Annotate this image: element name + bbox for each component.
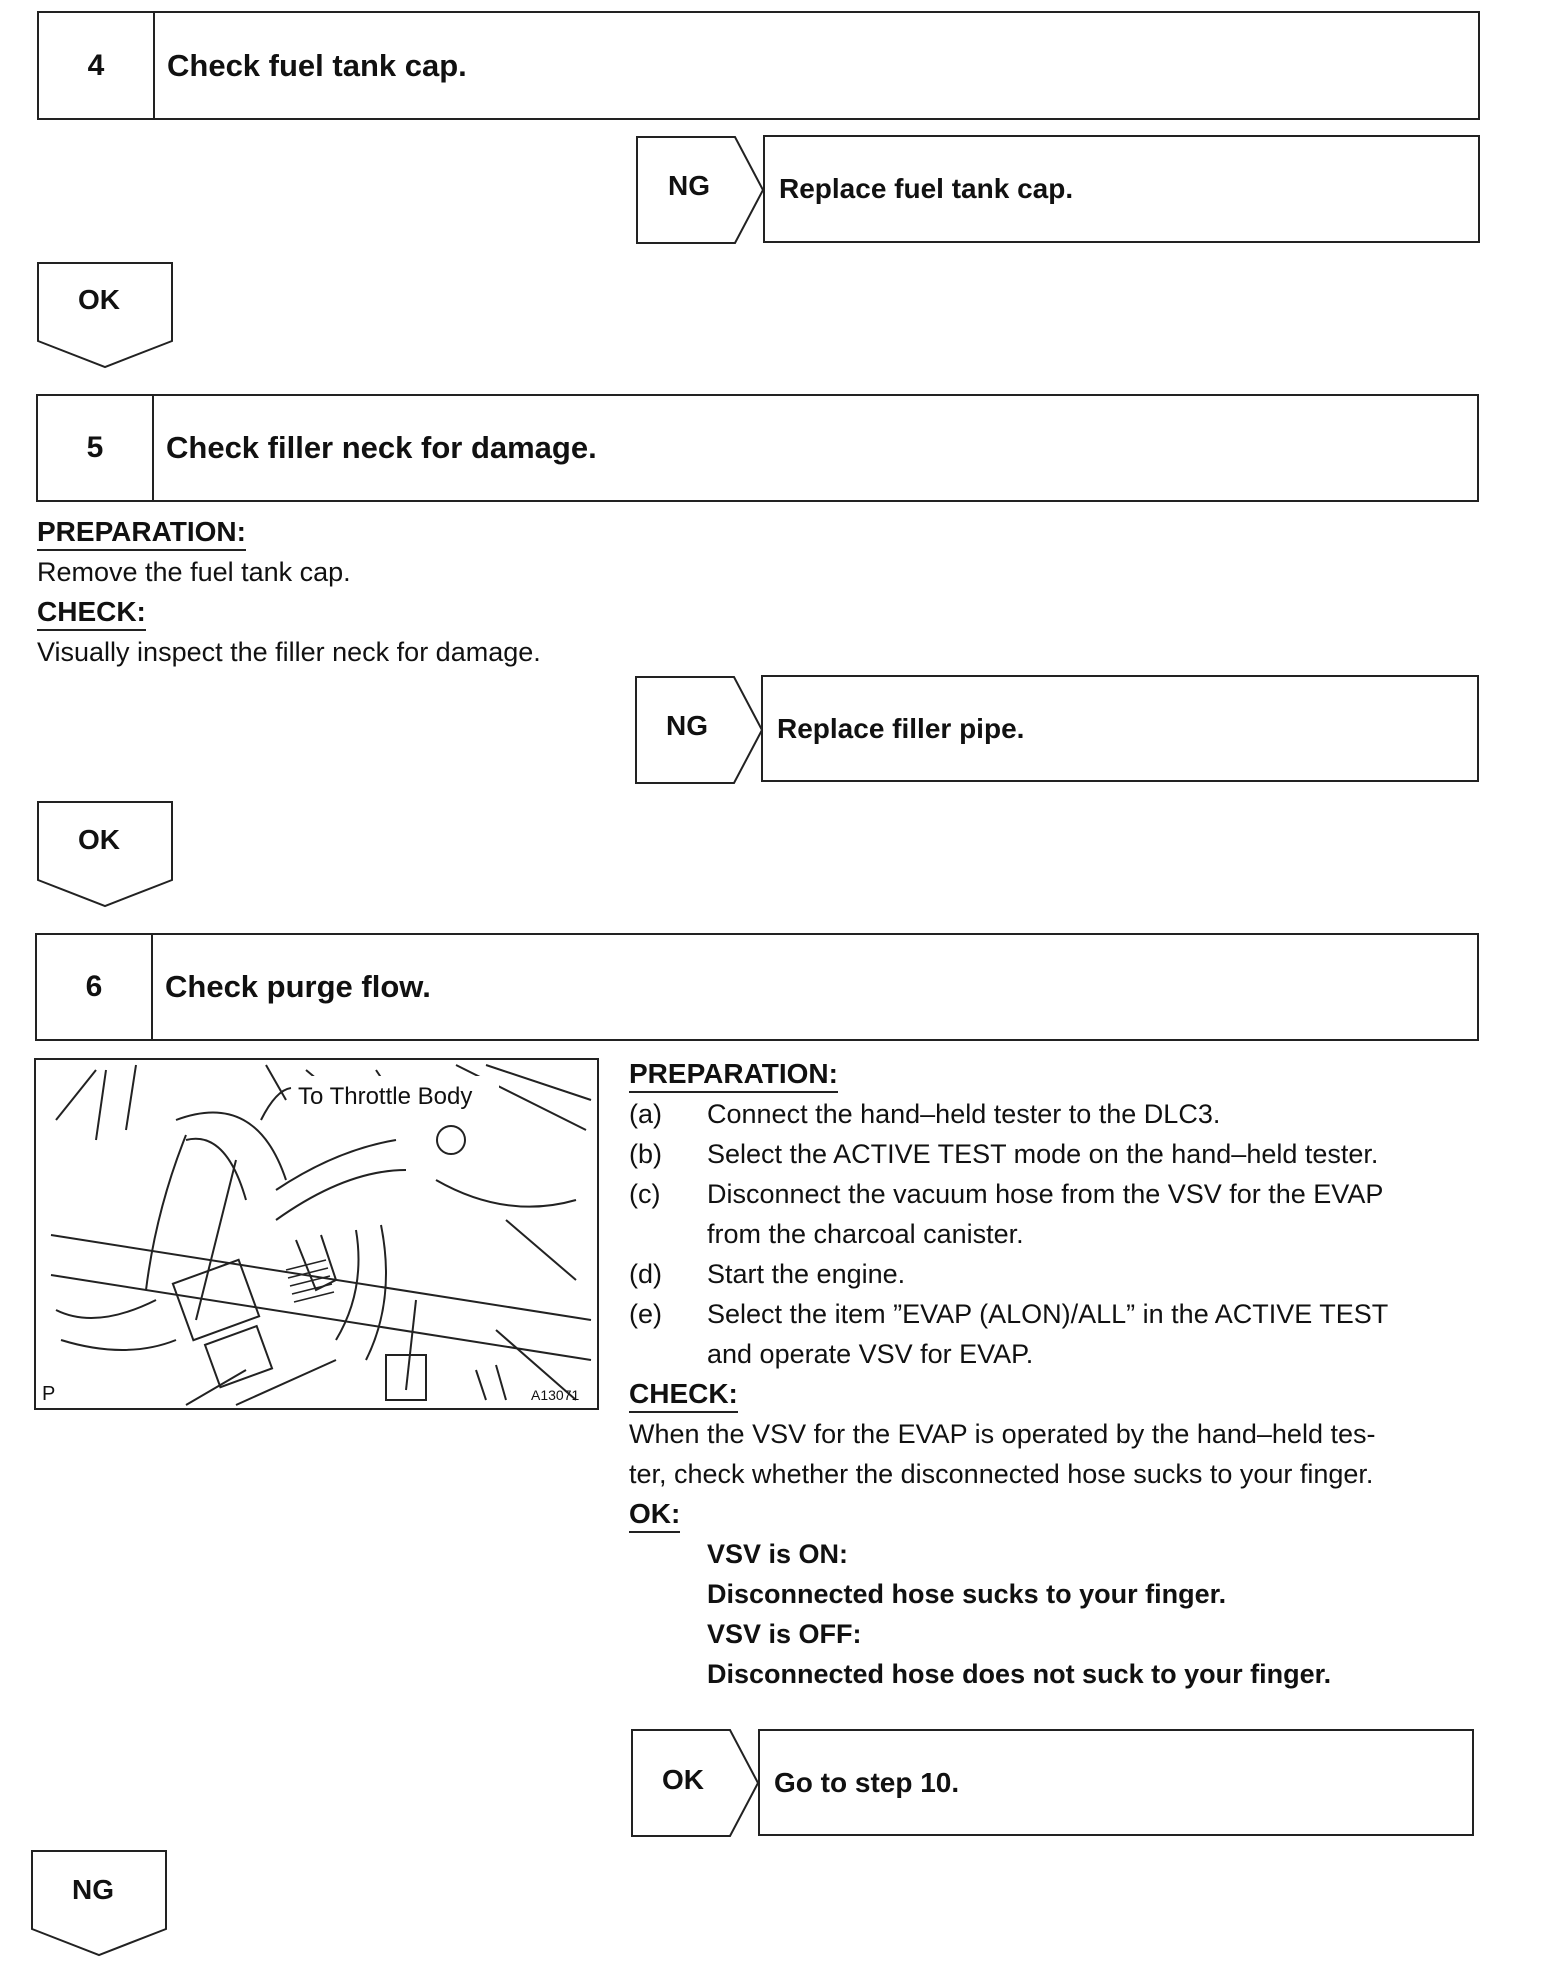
- item-line: Connect the hand–held tester to the DLC3.: [707, 1099, 1221, 1129]
- step-number: 5: [38, 396, 154, 500]
- preparation-item: [629, 1174, 1489, 1254]
- item-label: (c): [629, 1179, 661, 1209]
- ng-result-step5: Replace filler pipe.: [761, 675, 1479, 782]
- ok-heading: OK:: [629, 1497, 680, 1533]
- item-line: Disconnect the vacuum hose from the VSV for the EVAP: [707, 1179, 1384, 1209]
- figure-corner-label: P: [42, 1383, 56, 1405]
- check-heading: CHECK:: [37, 595, 146, 631]
- preparation-heading: PREPARATION:: [629, 1057, 838, 1093]
- step-title: Check purge flow.: [165, 969, 431, 1004]
- text-line: Disconnected hose sucks to your finger.: [707, 1579, 1227, 1609]
- item-line: and operate VSV for EVAP.: [707, 1339, 1034, 1369]
- item-line: Start the engine.: [707, 1259, 906, 1289]
- item-text: [707, 1254, 905, 1294]
- step-title: Check filler neck for damage.: [166, 430, 597, 465]
- step-6-header: [35, 933, 1479, 1041]
- text-line: Disconnected hose does not suck to your finger.: [707, 1659, 1332, 1689]
- step-title: Check fuel tank cap.: [167, 47, 467, 83]
- step-number: 4: [39, 13, 155, 118]
- step-6-instructions: [629, 1054, 1489, 1694]
- item-label: (b): [629, 1139, 662, 1169]
- text-line: VSV is ON:: [707, 1539, 849, 1569]
- preparation-list: [629, 1094, 1489, 1374]
- text-line: VSV is OFF:: [707, 1619, 862, 1649]
- ng-result-step4: Replace fuel tank cap.: [763, 135, 1480, 243]
- engine-illustration: [34, 1058, 599, 1410]
- ng-label-step6: NG: [72, 1874, 114, 1905]
- item-line: Select the item ”EVAP (ALON)/ALL” in the ACTIVE TEST: [707, 1299, 1389, 1329]
- preparation-text: Remove the fuel tank cap.: [37, 557, 351, 587]
- step-5-instructions: [37, 512, 1237, 672]
- check-text: [629, 1414, 1489, 1494]
- text-line: ter, check whether the disconnected hose sucks to your finger.: [629, 1459, 1374, 1489]
- step-4-header: [37, 11, 1480, 120]
- ok-result-step6: Go to step 10.: [758, 1729, 1474, 1836]
- item-text: [707, 1294, 1388, 1374]
- preparation-item: [629, 1254, 1489, 1294]
- item-text: [707, 1174, 1383, 1254]
- item-text: [707, 1094, 1220, 1134]
- text-line: When the VSV for the EVAP is operated by the hand–held tes-: [629, 1419, 1376, 1449]
- callout-label: To Throttle Body: [298, 1083, 473, 1110]
- item-label: (a): [629, 1099, 662, 1129]
- item-text: [707, 1134, 1378, 1174]
- preparation-item: [629, 1094, 1489, 1134]
- step-number: 6: [37, 935, 153, 1039]
- step-5-header: [36, 394, 1479, 502]
- preparation-item: [629, 1134, 1489, 1174]
- ok-label-step4: OK: [78, 284, 120, 315]
- ok-label-step6: OK: [662, 1764, 704, 1795]
- item-label: (e): [629, 1299, 662, 1329]
- ok-criteria: [629, 1534, 1489, 1694]
- item-line: Select the ACTIVE TEST mode on the hand–held tester.: [707, 1139, 1379, 1169]
- figure-id: A13071: [531, 1387, 580, 1403]
- preparation-heading: PREPARATION:: [37, 515, 246, 551]
- ng-label-step5: NG: [666, 710, 708, 741]
- check-heading: CHECK:: [629, 1377, 738, 1413]
- item-line: from the charcoal canister.: [707, 1219, 1024, 1249]
- ng-label-step4: NG: [668, 170, 710, 201]
- ok-label-step5: OK: [78, 824, 120, 855]
- check-text: Visually inspect the filler neck for damage.: [37, 637, 541, 667]
- item-label: (d): [629, 1259, 662, 1289]
- engine-drawing-svg: [36, 1060, 597, 1408]
- preparation-item: [629, 1294, 1489, 1374]
- ok-arrow-step4: [36, 261, 176, 371]
